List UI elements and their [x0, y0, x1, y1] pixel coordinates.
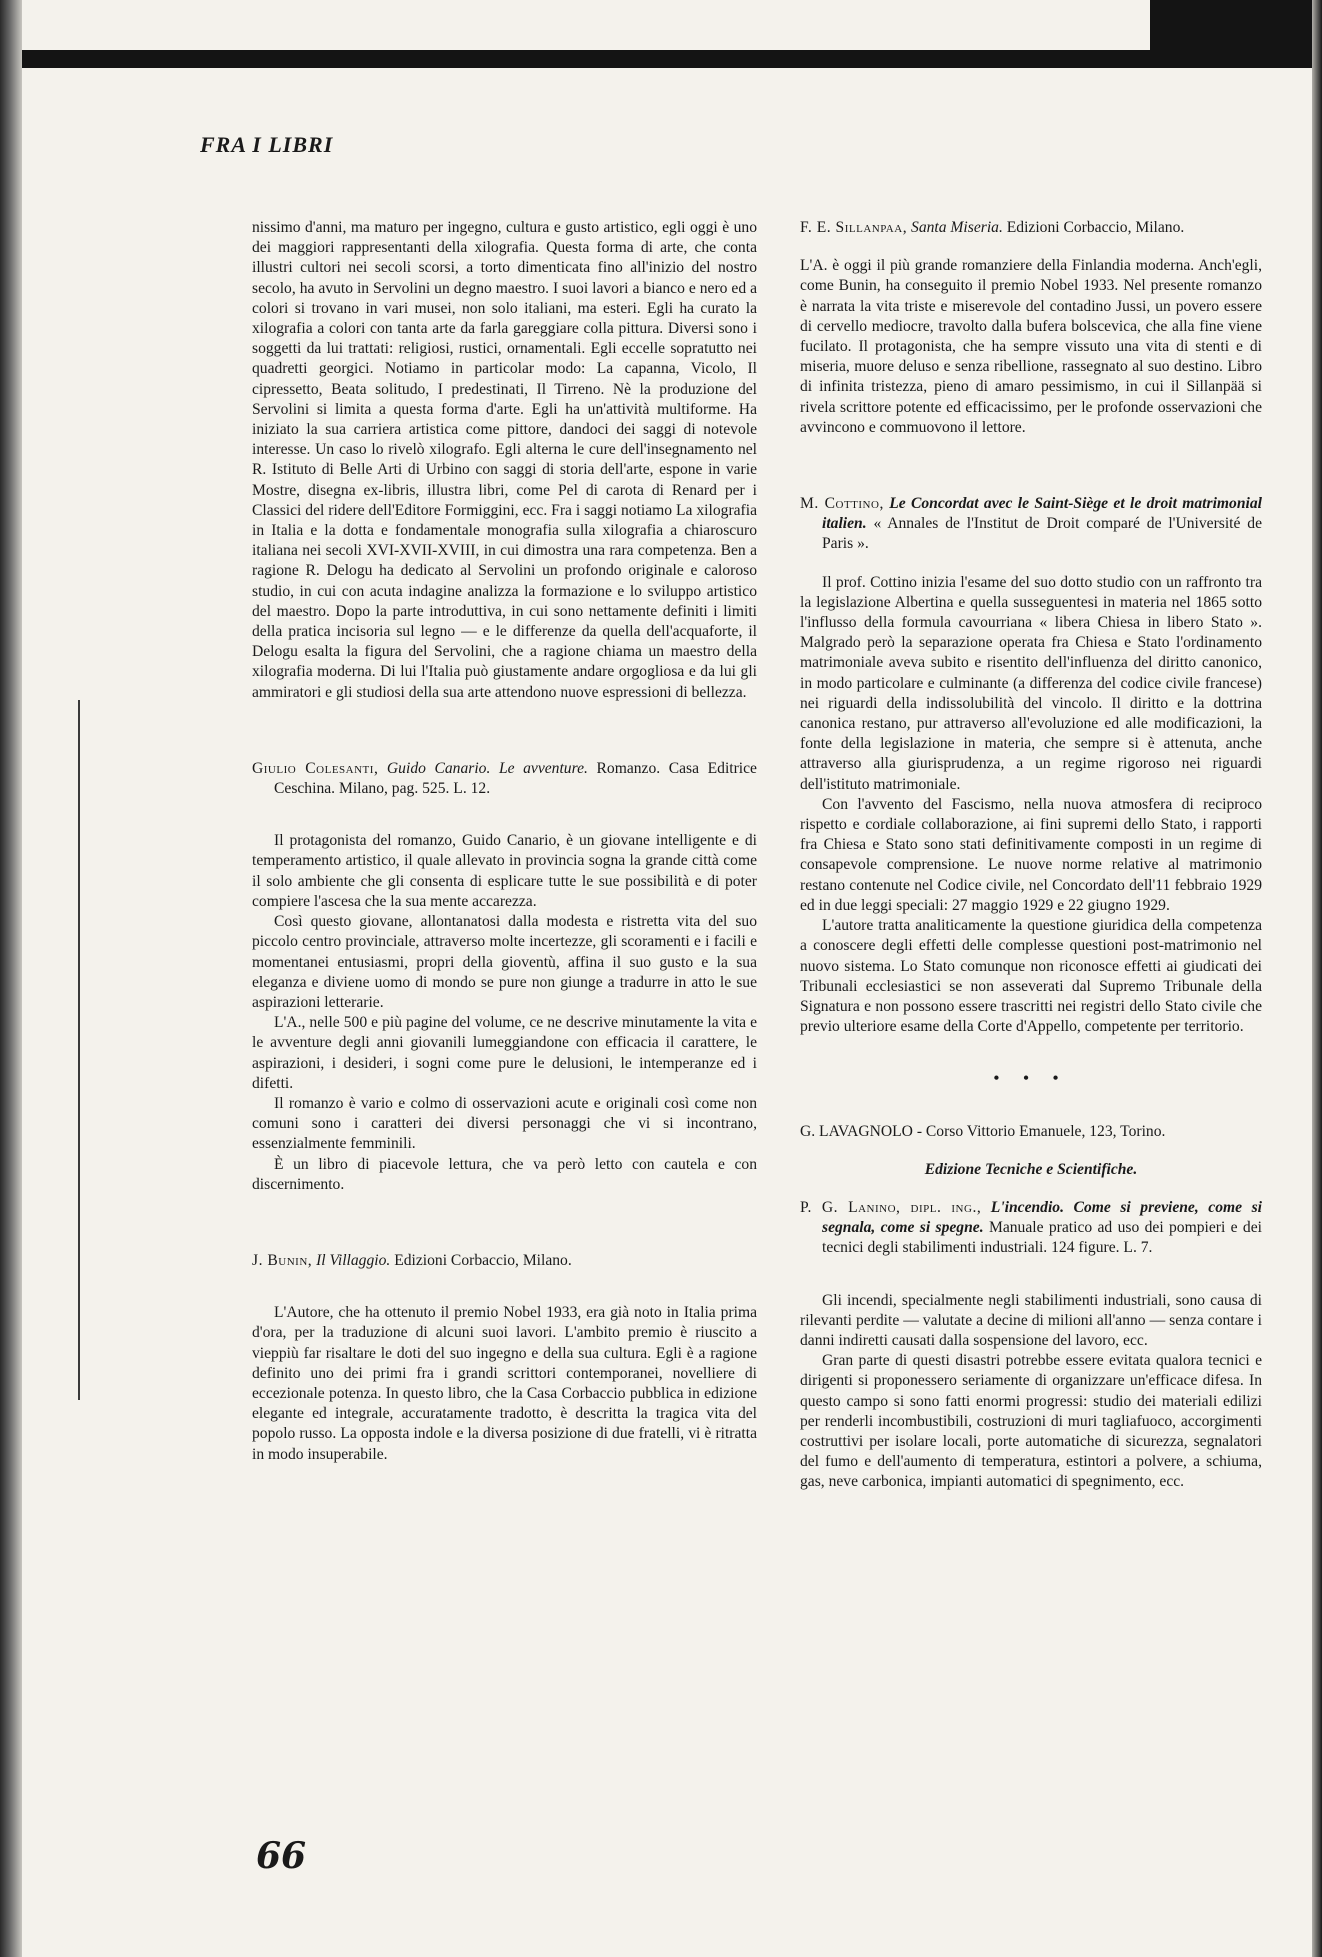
series-title: Edizione Tecniche e Scientifiche.: [924, 1160, 1138, 1178]
right-column: [800, 218, 1262, 1493]
review-paragraph: Il prof. Cottino inizia l'esame del suo dotto studio con un raffronto tra la legislazione Albertina e quella susseguentesi in materia nel 1865 sotto l'influsso della formula cavourriana « libera Chiesa in libero Stato ». Malgrado però la separazione operata fra Chiesa e Stato l'ordinamento matrimoniale aveva subito e risentito dell'influenza del diritto canonico, in modo particolare e culminante (a differenza del codice civile francese) nei riguardi della indissolubilità del vincolo. Il diritto e la dottrina canonica restano, pur attraverso all'evoluzione ed alle modificazioni, la fonte della legislazione in materia, che sempre si è attenuta, anche attraverso alla giurisprudenza, a un regime rigoroso nei riguardi dell'istituto matrimoniale.: [800, 573, 1262, 793]
review-details: « Annales de l'Institut de Droit comparé de l'Université de Paris ».: [822, 515, 1262, 553]
review-paragraph: L'Autore, che ha ottenuto il premio Nobel 1933, era già noto in Italia prima d'ora, per la traduzione di alcuni suoi lavori. L'ambito premio è riuscito a vieppiù far risaltare le doti del suo ingegno e della sua cultura. Egli è a ragione definito uno dei primi fra i grandi scrittori contemporanei, novelliere di eccezionale potenza. In questo libro, che la Casa Corbaccio pubblica in edizione elegante ed integrale, accuratamente tradotto, è descritta la tragica vita del popolo russo. La opposta indole e la diversa posizione di due fratelli, vi è ritratta in modo insuperabile.: [252, 1304, 757, 1463]
review-heading-sillanpaa: [800, 218, 1262, 238]
review-details: Romanzo. Casa Editrice Ceschina. Milano, pag. 525. L. 12.: [274, 759, 757, 798]
review-paragraph: L'A., nelle 500 e più pagine del volume, ce ne descrive minutamente la vita e le avventure degli anni giovanili lumeggiandone con efficacia il carattere, le aspirazioni, i desideri, i sogni come pure le delusioni, le intemperanze ed i difetti.: [252, 1014, 757, 1092]
left-column: [252, 218, 757, 1465]
review-paragraph: Il protagonista del romanzo, Guido Canario, è un giovane intelligente e di temperamento artistico, il quale allevato in provincia sogna la grande città come il solo ambiente che gli consenta di esplicare tutte le sue possibilità e di poter compiere l'ascesa che la sua mente accarezza.: [252, 832, 757, 910]
review-author: F. E. Sillanpaa,: [800, 219, 908, 236]
review-author: J. Bunin,: [252, 1251, 313, 1269]
review-details: Edizioni Corbaccio, Milano.: [1006, 219, 1185, 236]
review-author: M. Cottino,: [800, 495, 884, 513]
review-details: Manuale pratico ad uso dei pompieri e dei tecnici degli stabilimenti industriali. 124 figure. L. 7.: [822, 1219, 1262, 1257]
review-title: L'incendio. Come si previene, come si segnala, come si spegne.: [822, 1198, 1262, 1237]
review-heading-colesanti: [252, 759, 757, 799]
page-number: 66: [256, 1835, 307, 1877]
review-heading-bunin: [252, 1251, 757, 1271]
review-paragraph: Il romanzo è vario e colmo di osservazioni acute e originali così come non comuni sono i caratteri dei diversi personaggi che vi si incontrano, essenzialmente femminili.: [252, 1094, 757, 1153]
running-head: FRA I LIBRI: [200, 132, 334, 157]
scan-right-edge: [1312, 0, 1322, 1957]
scan-left-line: [78, 700, 80, 1400]
review-paragraph: Gli incendi, specialmente negli stabilimenti industriali, sono causa di rilevanti perdite — valutate a decine di milioni all'anno — senza contare i danni indiretti causati dalla sospensione del lavoro, ecc.: [800, 1291, 1262, 1349]
review-paragraph: Così questo giovane, allontanatosi dalla modesta e ristretta vita del suo piccolo centro provinciale, attraverso molte incertezze, gli scoramenti e i facili e momentanei entusiasmi, propri della gioventù, affina il suo gusto e la sua eleganza e diviene uomo di mondo se pure non giunge a tradurre in atto le sue aspirazioni letterarie.: [252, 913, 757, 1011]
review-paragraph: Con l'avvento del Fascismo, nella nuova atmosfera di reciproco rispetto e cordiale collaborazione, ai fini supremi dello Stato, i rapporti fra Chiesa e Stato sono stati definitivamente composti in un regime di consapevole comprensione. Le nuove norme relative al matrimonio restano contenute nel Codice civile, nel Concordato dell'11 febbraio 1929 ed in due leggi speciali: 27 maggio 1929 e 22 giugno 1929.: [800, 795, 1262, 914]
review-details: Edizioni Corbaccio, Milano.: [394, 1251, 572, 1269]
review-paragraph: Gran parte di questi disastri potrebbe essere evitata qualora tecnici e dirigenti si proponessero seriamente di organizzare un'efficace difesa. In questo campo si sono fatti enormi progressi: studio dei materiali edilizi per renderli incombustibili, costruzioni di muri tagliafuoco, accorgimenti costruttivi per isolare locali, porte automatiche di sicurezza, segnalatori del fumo e dell'aumento di temperatura, estintori a polvere, a schiuma, gas, neve carbonica, impianti automatici di spegnimento, ecc.: [800, 1352, 1262, 1491]
scan-top-paper: [0, 0, 1150, 50]
review-heading-lanino: [800, 1198, 1262, 1259]
review-heading-cottino: [800, 494, 1262, 555]
review-paragraph: È un libro di piacevole lettura, che va però letto con cautela e con discernimento.: [252, 1155, 757, 1193]
review-author: Giulio Colesanti,: [252, 759, 379, 777]
continuation-paragraph: nissimo d'anni, ma maturo per ingegno, cultura e gusto artistico, egli oggi è uno dei maggiori rappresentanti della xilografia. Questa forma di arte, che conta illustri cultori nei secoli scorsi, a torto dimenticata fino all'inizio del nostro secolo, ha avuto in Servolini un degno maestro. I suoi lavori a bianco e nero ed a colori si trovano in vari musei, non solo italiani, ma esteri. Egli ha curato la xilografia a colori con tanta arte da farla gareggiare colla pittura. Diversi sono i soggetti da lui trattati: religiosi, rustici, ornamentali. Egli eccelle sopratutto nei quadretti georgici. Notiamo in particolar modo: La capanna, Vicolo, Il cipressetto, Beata solitudo, I predestinati, Il Tirreno. Nè la produzione del Servolini si limita a questa forma d'arte. Egli ha un'attività multiforme. Ha iniziato la sua carriera artistica come pittore, dandoci dei saggi di notevole interesse. Un caso lo rivelò xilografo. Egli alterna le cure dell'insegnamento nel R. Istituto di Belle Arti di Urbino con saggi di storia dell'arte, espone in varie Mostre, disegna ex-libris, illustra libri, come Pel di carota di Renard per i Classici del ridere dell'Editore Formiggini, ecc. Fra i saggi notiamo La xilografia in Italia e la dotta e fondamentale monografia sulla xilografia a chiaroscuro italiana nei secoli XVI-XVII-XVIII, in cui dimostra una rara competenza. Ben a ragione R. Delogu ha dedicato al Servolini un profondo originale e caloroso studio, in cui con acuta indagine analizza la formazione e lo sviluppo artistico del maestro. Dopo la parte introduttiva, in cui sono nettamente definiti i limiti della pratica incisoria sul legno — e le differenze da quella dell'acquaforte, il Delogu esalta la figura del Servolini, che a ragione chiama un maestro della xilografia moderna. Di lui l'Italia può giustamente andare orgogliosa e da lui gli ammiratori e gli studiosi della sua arte attendono nuove espressioni di bellezza.: [252, 219, 757, 701]
review-title: Guido Canario. Le avventure.: [386, 759, 588, 777]
review-paragraph: L'autore tratta analiticamente la questione giuridica della competenza a conoscere degli effetti delle complesse questioni post-matrimonio nel nuovo sistema. Lo Stato comunque non riconosce effetti ai giudicati dei Tribunali ecclesiastici se non asseverati dal Supremo Tribunale della Signatura e non possono essere trascritti nei registri dello Stato civile che previo ulteriore esame della Corte d'Appello, competente per territorio.: [800, 917, 1262, 1036]
publisher-line: G. LAVAGNOLO - Corso Vittorio Emanuele, 123, Torino.: [800, 1122, 1166, 1140]
review-author: P. G. Lanino, dipl. ing.,: [800, 1198, 982, 1216]
review-paragraph: L'A. è oggi il più grande romanziere della Finlandia moderna. Anch'egli, come Bunin, ha conseguito il premio Nobel 1933. Nel presente romanzo è narrata la vita triste e miserevole del contadino Jussi, un povero essere di cervello mediocre, travolto dalla bufera bolscevica, che alla fine viene fucilato. Il protagonista, che ha sempre vissuto una vita di stenti e di miseria, muore deluso e senza ribellione, rassegnato al suo destino. Libro di infinita tristezza, pieno di amaro pessimismo, in cui il Sillanpää si rivela scrittore potente ed efficacissimo, per le profonde osservazioni che avvincono e commuovono il lettore.: [800, 257, 1262, 436]
scan-left-edge: [0, 0, 22, 1957]
review-title: Il Villaggio.: [316, 1251, 391, 1269]
section-separator: • • •: [993, 1070, 1069, 1088]
review-title: Le Concordat avec le Saint-Siège et le droit matrimonial italien.: [822, 495, 1262, 533]
review-title: Santa Miseria.: [911, 219, 1003, 236]
